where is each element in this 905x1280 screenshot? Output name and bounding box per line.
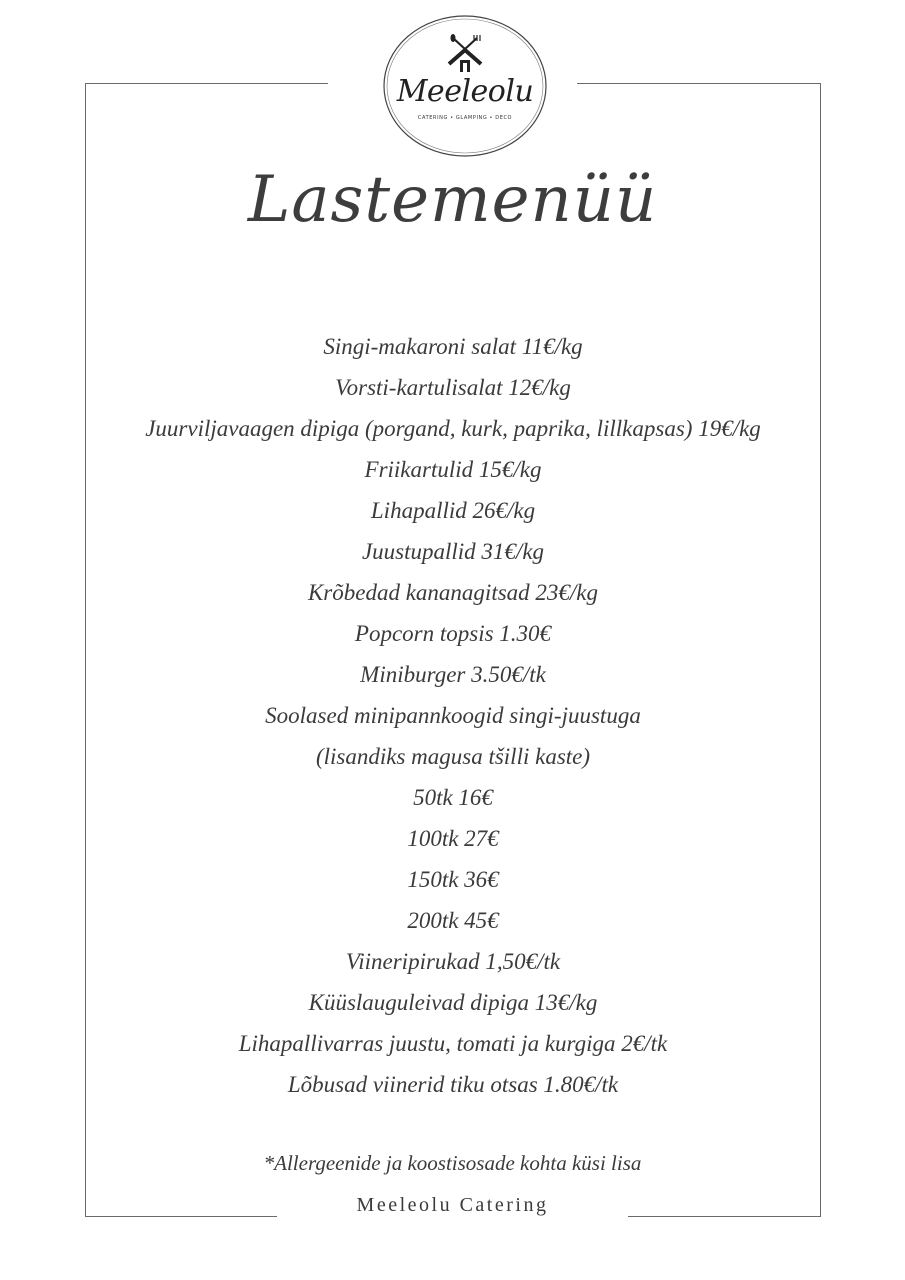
page-title: Lastemenüü <box>247 163 658 237</box>
allergen-note: *Allergeenide ja koostisosade kohta küsi lisa <box>263 1151 642 1175</box>
menu-item: Juurviljavaagen dipiga (porgand, kurk, paprika, lillkapsas) 19€/kg <box>145 416 761 441</box>
menu-item: Juustupallid 31€/kg <box>361 539 545 564</box>
company-signature: Meeleolu Catering <box>356 1194 549 1216</box>
menu-item: 150tk 36€ <box>407 867 499 892</box>
menu-item: 200tk 45€ <box>407 908 499 933</box>
menu-item: Friikartulid 15€/kg <box>364 457 542 482</box>
menu-list <box>86 326 820 1105</box>
menu-item: Soolased minipannkoogid singi-juustuga <box>265 703 641 728</box>
frame-top-right-line <box>577 83 821 84</box>
frame-top-left-line <box>85 83 328 84</box>
menu-item: (lisandiks magusa tšilli kaste) <box>315 744 591 769</box>
menu-item: Vorsti-kartulisalat 12€/kg <box>335 375 571 400</box>
menu-item: Singi-makaroni salat 11€/kg <box>323 334 583 359</box>
logo-wordmark: Meeleolu <box>396 74 534 109</box>
menu-item: 100tk 27€ <box>407 826 499 851</box>
logo-tagline: CATERING • GLAMPING • DECO <box>417 115 513 121</box>
menu-item: Popcorn topsis 1.30€ <box>354 621 552 646</box>
frame-right-line <box>820 83 821 1216</box>
menu-item: 50tk 16€ <box>413 785 493 810</box>
menu-item: Miniburger 3.50€/tk <box>360 662 546 687</box>
menu-item: Lihapallid 26€/kg <box>370 498 536 523</box>
menu-item: Lihapallivarras juustu, tomati ja kurgiga 2€/tk <box>238 1031 668 1056</box>
menu-item: Krõbedad kananagitsad 23€/kg <box>307 580 599 605</box>
menu-item: Küüslauguleivad dipiga 13€/kg <box>308 990 598 1015</box>
brand-logo <box>381 14 549 158</box>
menu-item: Lõbusad viinerid tiku otsas 1.80€/tk <box>287 1072 619 1097</box>
menu-item: Viineripirukad 1,50€/tk <box>345 949 561 974</box>
